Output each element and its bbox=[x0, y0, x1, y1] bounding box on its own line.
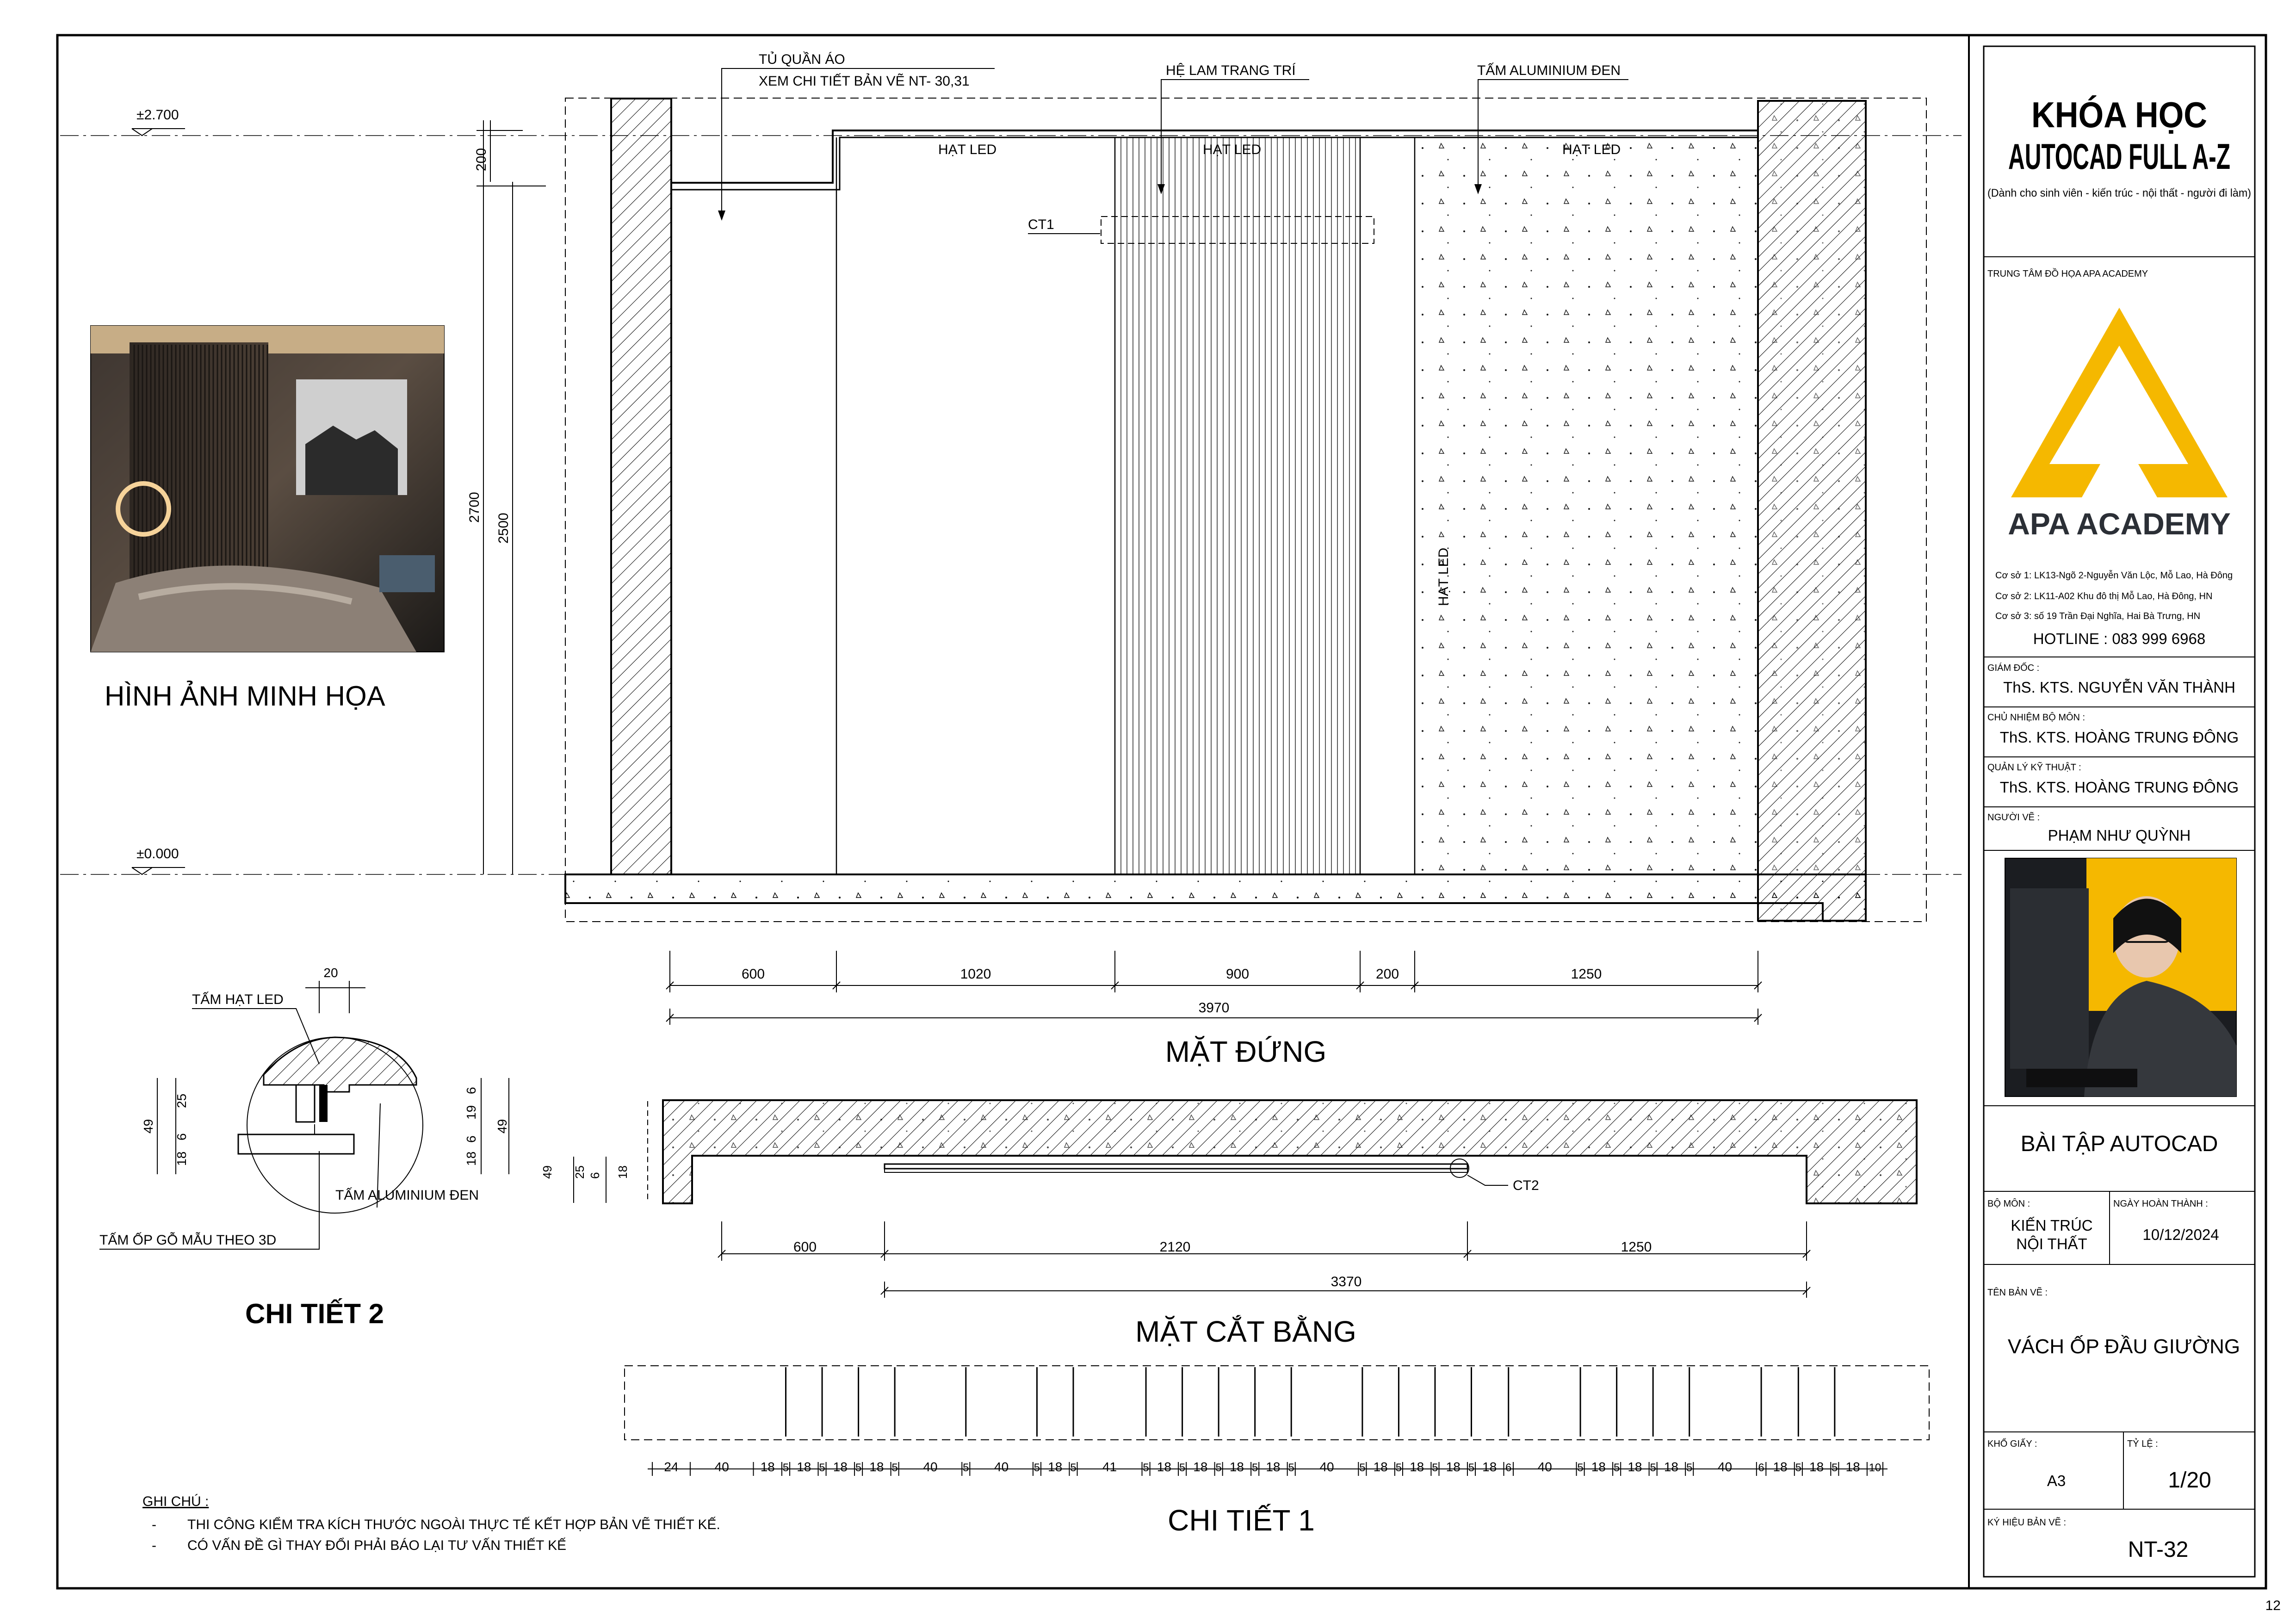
spacing-label: 5 bbox=[1613, 1462, 1620, 1474]
director-name: ThS. KTS. NGUYỄN VĂN THÀNH bbox=[2003, 679, 2235, 696]
scale-value: 1/20 bbox=[2168, 1468, 2211, 1493]
tech-label: QUẢN LÝ KỸ THUẬT : bbox=[1987, 762, 2081, 773]
d2-dim-20: 20 bbox=[323, 966, 338, 980]
dept-line1: KIẾN TRÚC bbox=[2011, 1217, 2093, 1234]
spacing-label: 18 bbox=[1229, 1460, 1244, 1474]
spacing-label: 40 bbox=[923, 1460, 938, 1474]
drawing-name-label: TÊN BẢN VẼ : bbox=[1987, 1288, 2048, 1298]
course-title-1: KHÓA HỌC bbox=[2031, 94, 2207, 135]
spacing-label: 5 bbox=[1143, 1462, 1149, 1474]
plan-thk-49: 49 bbox=[540, 1165, 554, 1179]
drawing-code: NT-32 bbox=[2128, 1537, 2189, 1562]
spacing-label: 18 bbox=[797, 1460, 811, 1474]
spacing-label: 10 bbox=[1869, 1462, 1881, 1474]
spacing-label: 18 bbox=[833, 1460, 848, 1474]
led-label-4: HẠT LED bbox=[1436, 547, 1451, 606]
spacing-label: 6 bbox=[1758, 1462, 1764, 1474]
callout-louver: HỆ LAM TRANG TRÍ bbox=[1166, 63, 1296, 78]
dim-2700: 2700 bbox=[467, 492, 482, 523]
date-value: 10/12/2024 bbox=[2142, 1226, 2219, 1243]
detail1-title: CHI TIẾT 1 bbox=[1168, 1504, 1315, 1537]
scale-label: TỶ LỆ : bbox=[2127, 1439, 2158, 1449]
callout-wardrobe: TỦ QUẦN ÁO bbox=[759, 52, 845, 67]
d2-dim-25: 25 bbox=[174, 1093, 189, 1108]
svg-text:-: - bbox=[152, 1517, 156, 1532]
spacing-label: 5 bbox=[1359, 1462, 1366, 1474]
dim-200b: 200 bbox=[1375, 966, 1399, 982]
logo-text: APA ACADEMY bbox=[2008, 507, 2231, 541]
spacing-label: 5 bbox=[1070, 1462, 1077, 1474]
spacing-label: 40 bbox=[1537, 1460, 1552, 1474]
spacing-label: 40 bbox=[994, 1460, 1009, 1474]
logo-triangle-icon bbox=[2011, 308, 2228, 497]
wall-left bbox=[611, 99, 671, 874]
plan-dim-600: 600 bbox=[793, 1239, 817, 1255]
spacing-label: 6 bbox=[1505, 1462, 1512, 1474]
spacing-label: 18 bbox=[1809, 1460, 1824, 1474]
spacing-label: 5 bbox=[1288, 1462, 1294, 1474]
course-title-2: AUTOCAD FULL A-Z bbox=[2008, 136, 2230, 177]
plan-title: MẶT CẮT BẰNG bbox=[1135, 1315, 1356, 1348]
spacing-label: 5 bbox=[1686, 1462, 1693, 1474]
spacing-label: 5 bbox=[1215, 1462, 1222, 1474]
dim-2500: 2500 bbox=[496, 513, 511, 544]
page-number: 12 bbox=[2265, 1598, 2281, 1613]
led-label-3: HẠT LED bbox=[1562, 142, 1621, 157]
spacing-label: 5 bbox=[1395, 1462, 1402, 1474]
callout-aluminium: TẤM ALUMINIUM ĐEN bbox=[1477, 63, 1621, 78]
dim-900: 900 bbox=[1225, 966, 1250, 982]
title-block bbox=[1984, 46, 2255, 1577]
spacing-label: 5 bbox=[1832, 1462, 1838, 1474]
detail-1 bbox=[625, 1366, 1929, 1537]
spacing-label: 18 bbox=[1628, 1460, 1642, 1474]
plan-thk-25: 25 bbox=[573, 1165, 587, 1179]
spacing-label: 5 bbox=[1795, 1462, 1801, 1474]
spacing-label: 18 bbox=[1446, 1460, 1461, 1474]
spacing-label: 5 bbox=[819, 1462, 825, 1474]
d2-dim-18: 18 bbox=[174, 1151, 189, 1166]
d2-wood: TẤM ỐP GỖ MẪU THEO 3D bbox=[99, 1233, 277, 1248]
floor-slab bbox=[565, 874, 1866, 921]
head-name: ThS. KTS. HOÀNG TRUNG ĐÔNG bbox=[1999, 729, 2239, 746]
dim-3970: 3970 bbox=[1198, 1000, 1230, 1016]
d2-dim-19r: 19 bbox=[464, 1105, 478, 1120]
elevation-title: MẶT ĐỨNG bbox=[1165, 1035, 1327, 1068]
spacing-label: 18 bbox=[1373, 1460, 1388, 1474]
led-label-1: HẠT LED bbox=[938, 142, 997, 157]
notes-heading: GHI CHÚ : bbox=[142, 1494, 209, 1509]
dim-1020: 1020 bbox=[960, 966, 991, 982]
plan-thk-6: 6 bbox=[588, 1172, 602, 1179]
dept-line2: NỘI THẤT bbox=[2016, 1235, 2087, 1252]
drawer-name: PHẠM NHƯ QUỲNH bbox=[2048, 827, 2191, 844]
spacing-label: 5 bbox=[855, 1462, 862, 1474]
detail-2 bbox=[99, 966, 509, 1329]
d2-dim-6: 6 bbox=[174, 1133, 189, 1140]
address-1: Cơ sở 1: LK13-Ngõ 2-Nguyễn Văn Lộc, Mỗ Lao, Hà Đông bbox=[1995, 570, 2233, 581]
exercise-title: BÀI TẬP AUTOCAD bbox=[2020, 1132, 2218, 1156]
director-label: GIÁM ĐỐC : bbox=[1987, 663, 2040, 673]
spacing-label: 18 bbox=[1157, 1460, 1171, 1474]
ct1-tag: CT1 bbox=[1028, 217, 1054, 232]
spacing-label: 18 bbox=[1591, 1460, 1606, 1474]
spacing-label: 18 bbox=[1193, 1460, 1208, 1474]
spacing-label: 5 bbox=[782, 1462, 789, 1474]
hotline: HOTLINE : 083 999 6968 bbox=[2033, 630, 2206, 647]
d2-dim-6r2: 6 bbox=[464, 1135, 478, 1143]
d2-dim-49-right: 49 bbox=[495, 1119, 509, 1134]
spacing-label: 5 bbox=[1252, 1462, 1258, 1474]
spacing-label: 40 bbox=[714, 1460, 729, 1474]
svg-text:-: - bbox=[152, 1538, 156, 1553]
address-3: Cơ sở 3: số 19 Trần Đại Nghĩa, Hai Bà Trưng, HN bbox=[1995, 611, 2201, 621]
dim-200: 200 bbox=[474, 148, 489, 171]
student-photo bbox=[2005, 858, 2236, 1096]
note-2: CÓ VẤN ĐỀ GÌ THAY ĐỔI PHẢI BÁO LẠI TƯ VẤN THIẾT KẾ bbox=[187, 1538, 567, 1553]
spacing-label: 18 bbox=[1773, 1460, 1788, 1474]
callout-wardrobe-ref: XEM CHI TIẾT BẢN VẼ NT- 30,31 bbox=[759, 74, 970, 89]
drawer-label: NGƯỜI VẼ : bbox=[1987, 812, 2040, 823]
spacing-label: 5 bbox=[1432, 1462, 1438, 1474]
plan-dim-1250: 1250 bbox=[1621, 1239, 1652, 1255]
head-label: CHỦ NHIỆM BỘ MÔN : bbox=[1987, 712, 2086, 723]
paper-label: KHỔ GIẤY : bbox=[1987, 1439, 2037, 1449]
spacing-label: 18 bbox=[1845, 1460, 1860, 1474]
sheet-border bbox=[57, 35, 2266, 1588]
d2-dim-18r: 18 bbox=[464, 1151, 478, 1166]
notes bbox=[142, 1494, 720, 1553]
course-subtitle: (Dành cho sinh viên - kiến trúc - nội thất - người đi làm) bbox=[1987, 187, 2251, 199]
spacing-label: 5 bbox=[1034, 1462, 1040, 1474]
address-2: Cơ sở 2: LK11-A02 Khu đô thị Mỗ Lao, Hà Đông, HN bbox=[1995, 591, 2213, 601]
d2-dim-49-left: 49 bbox=[141, 1119, 155, 1134]
led-label-2: HẠT LED bbox=[1203, 142, 1262, 157]
tech-name: ThS. KTS. HOÀNG TRUNG ĐÔNG bbox=[1999, 779, 2239, 796]
code-label: KÝ HIỆU BẢN VẼ : bbox=[1987, 1518, 2067, 1528]
plan-section bbox=[540, 1100, 1917, 1348]
spacing-label: 18 bbox=[869, 1460, 884, 1474]
spacing-label: 24 bbox=[664, 1460, 679, 1474]
aluminium-panel bbox=[1415, 137, 1758, 874]
spacing-label: 41 bbox=[1102, 1460, 1117, 1474]
center-label: TRUNG TÂM ĐỒ HỌA APA ACADEMY bbox=[1987, 269, 2148, 279]
spacing-label: 5 bbox=[891, 1462, 898, 1474]
spacing-label: 5 bbox=[1650, 1462, 1656, 1474]
level-top: ±2.700 bbox=[136, 107, 179, 123]
level-bottom: ±0.000 bbox=[136, 846, 179, 861]
plan-dim-3370: 3370 bbox=[1331, 1274, 1362, 1289]
spacing-label: 18 bbox=[1048, 1460, 1063, 1474]
spacing-label: 18 bbox=[1664, 1460, 1679, 1474]
illustration-photo bbox=[91, 326, 444, 652]
drawing-name: VÁCH ỐP ĐẦU GIƯỜNG bbox=[2007, 1335, 2240, 1358]
spacing-label: 5 bbox=[1468, 1462, 1475, 1474]
date-label: NGÀY HOÀN THÀNH : bbox=[2113, 1199, 2208, 1209]
dim-1250: 1250 bbox=[1571, 966, 1602, 982]
spacing-label: 18 bbox=[1266, 1460, 1281, 1474]
detail2-title: CHI TIẾT 2 bbox=[245, 1298, 384, 1329]
dim-600: 600 bbox=[741, 966, 765, 982]
spacing-label: 18 bbox=[1482, 1460, 1497, 1474]
illustration-caption: HÌNH ẢNH MINH HỌA bbox=[105, 681, 385, 712]
plan-thk-18: 18 bbox=[616, 1165, 630, 1179]
spacing-label: 5 bbox=[1179, 1462, 1186, 1474]
dept-label: BỘ MÔN : bbox=[1987, 1199, 2030, 1209]
paper-value: A3 bbox=[2047, 1472, 2066, 1489]
spacing-label: 18 bbox=[1410, 1460, 1424, 1474]
ct2-tag: CT2 bbox=[1513, 1178, 1539, 1193]
spacing-label: 40 bbox=[1319, 1460, 1334, 1474]
note-1: THI CÔNG KIỂM TRA KÍCH THƯỚC NGOÀI THỰC TẾ KẾT HỢP BẢN VẼ THIẾT KẾ. bbox=[187, 1517, 720, 1532]
spacing-label: 40 bbox=[1717, 1460, 1733, 1474]
spacing-label: 5 bbox=[963, 1462, 969, 1474]
d2-dim-6r: 6 bbox=[464, 1087, 478, 1094]
spacing-label: 5 bbox=[1577, 1462, 1584, 1474]
spacing-label: 18 bbox=[760, 1460, 775, 1474]
plan-dim-2120: 2120 bbox=[1159, 1239, 1191, 1255]
d2-led-panel: TẤM HẠT LED bbox=[192, 992, 284, 1007]
d2-aluminium: TẤM ALUMINIUM ĐEN bbox=[335, 1188, 479, 1203]
